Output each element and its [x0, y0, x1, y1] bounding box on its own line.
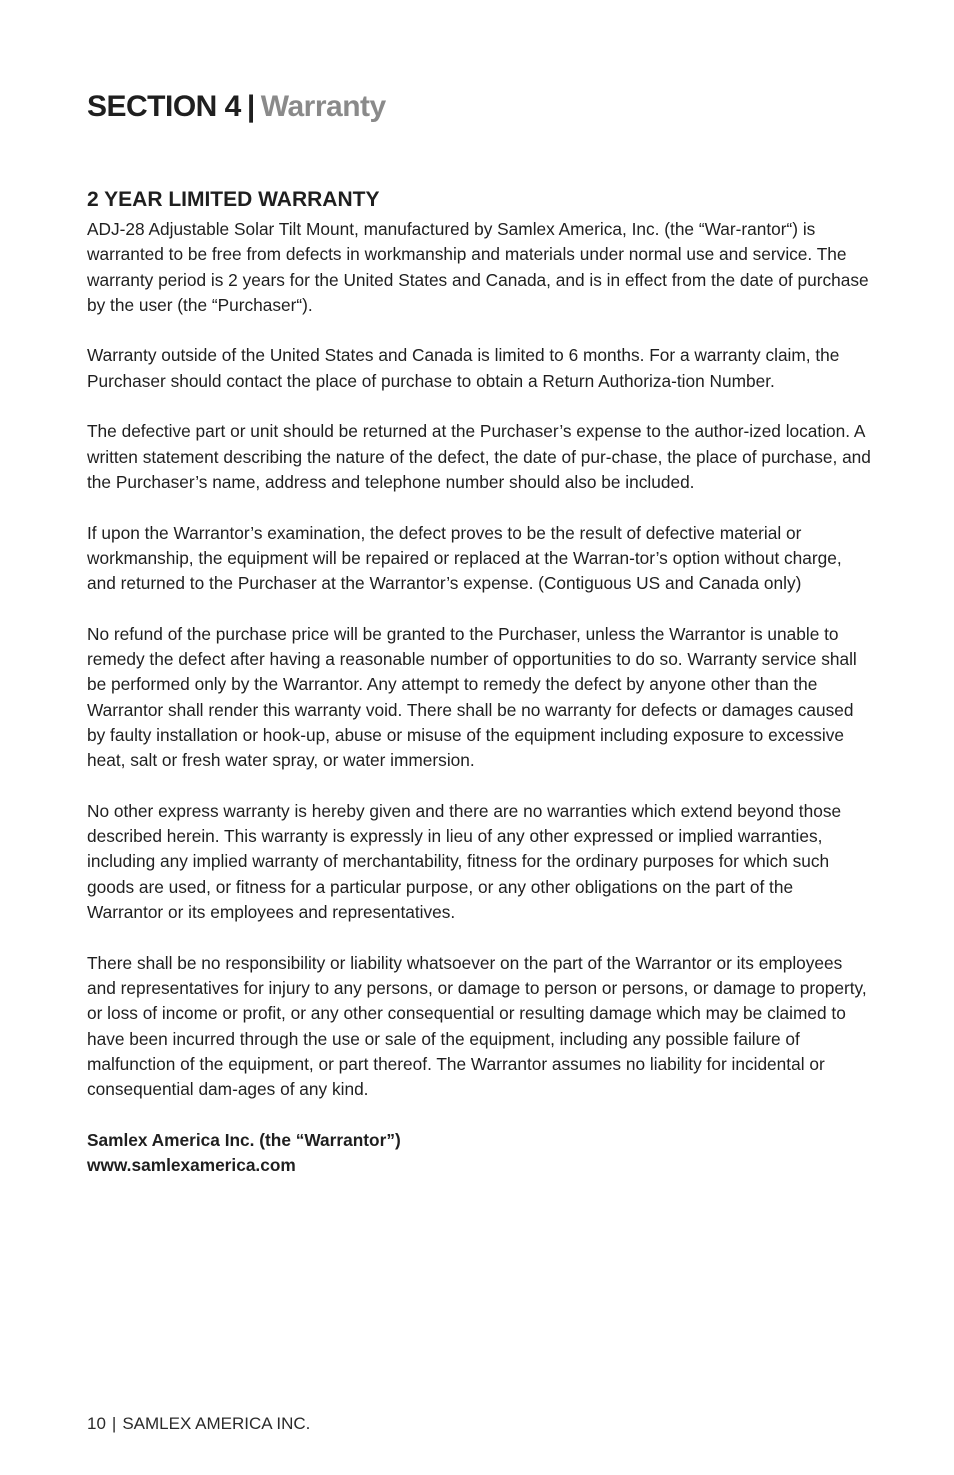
- company-line: Samlex America Inc. (the “Warrantor”): [87, 1129, 401, 1150]
- footer-separator: |: [111, 1414, 117, 1433]
- paragraph-coverage: ADJ-28 Adjustable Solar Tilt Mount, manufactured by Samlex America, Inc. (the “War-rantor“) is warranted to be free from defects in workmanship and materials under normal use and service. The warranty period is 2 years for the United States and Canada, and is in effect from the date of purchase by the user (the “Purchaser“).: [87, 219, 869, 315]
- page-number: 10: [87, 1414, 106, 1433]
- paragraph-return: The defective part or unit should be returned at the Purchaser’s expense to the author-ized location. A written statement describing the nature of the defect, the date of pur-chase, the place of purchase, and the Purchaser’s name, address and telephone number should also be included.: [87, 421, 871, 492]
- title-separator: |: [246, 90, 255, 123]
- section-number: SECTION 4: [87, 90, 241, 123]
- paragraph-international: Warranty outside of the United States and Canada is limited to 6 months. For a warranty claim, the Purchaser should contact the place of purchase to obtain a Return Authoriza-tion Number.: [87, 345, 840, 391]
- paragraph-examination: If upon the Warrantor’s examination, the defect proves to be the result of defective material or workmanship, the equipment will be repaired or replaced at the Warran-tor’s option without charge, and returned to the Purchaser at the Warrantor’s expense. (Contiguous US and Canada only): [87, 522, 842, 594]
- paragraph-refund: No refund of the purchase price will be granted to the Purchaser, unless the Warrantor is unable to remedy the defect after having a reasonable number of opportunities to do so. Warranty service shall be performed only by the Warrantor. Any attempt to remedy the defect by anyone other than the Warrantor shall render this warranty void. There shall be no warranty for defects or damages caused by faulty installation or hook-up, abuse or misuse of the equipment including exposure to excessive heat, salt or fresh water spray, or water immersion.: [87, 623, 857, 771]
- section-name: Warranty: [260, 90, 386, 123]
- page-footer: [87, 1413, 310, 1435]
- page-title: [87, 88, 386, 126]
- paragraph-no-other-warranty: No other express warranty is hereby given and there are no warranties which extend beyond those described herein. This warranty is expressly in lieu of any other expressed or implied warranties, including any implied warranty of merchantability, fitness for the ordinary purposes for which such goods are used, or fitness for a particular purpose, or any other obligations on the part of the Warrantor or its employees and representatives.: [87, 800, 842, 923]
- warranty-heading: 2 YEAR LIMITED WARRANTY: [87, 188, 380, 211]
- paragraph-liability: There shall be no responsibility or liability whatsoever on the part of the Warrantor or its employees and representatives for injury to any persons, or damage to person or persons, or damage to property, or loss of income or profit, or any other consequential or resulting damage which may be claimed to have been incurred through the use or sale of the equipment, including any possible failure of malfunction of the equipment, or part thereof. The Warrantor assumes no liability for incidental or consequential dam-ages of any kind.: [87, 952, 867, 1100]
- footer-company: SAMLEX AMERICA INC.: [122, 1414, 311, 1433]
- website-link[interactable]: www.samlexamerica.com: [87, 1154, 296, 1175]
- warranty-content: [87, 186, 872, 1178]
